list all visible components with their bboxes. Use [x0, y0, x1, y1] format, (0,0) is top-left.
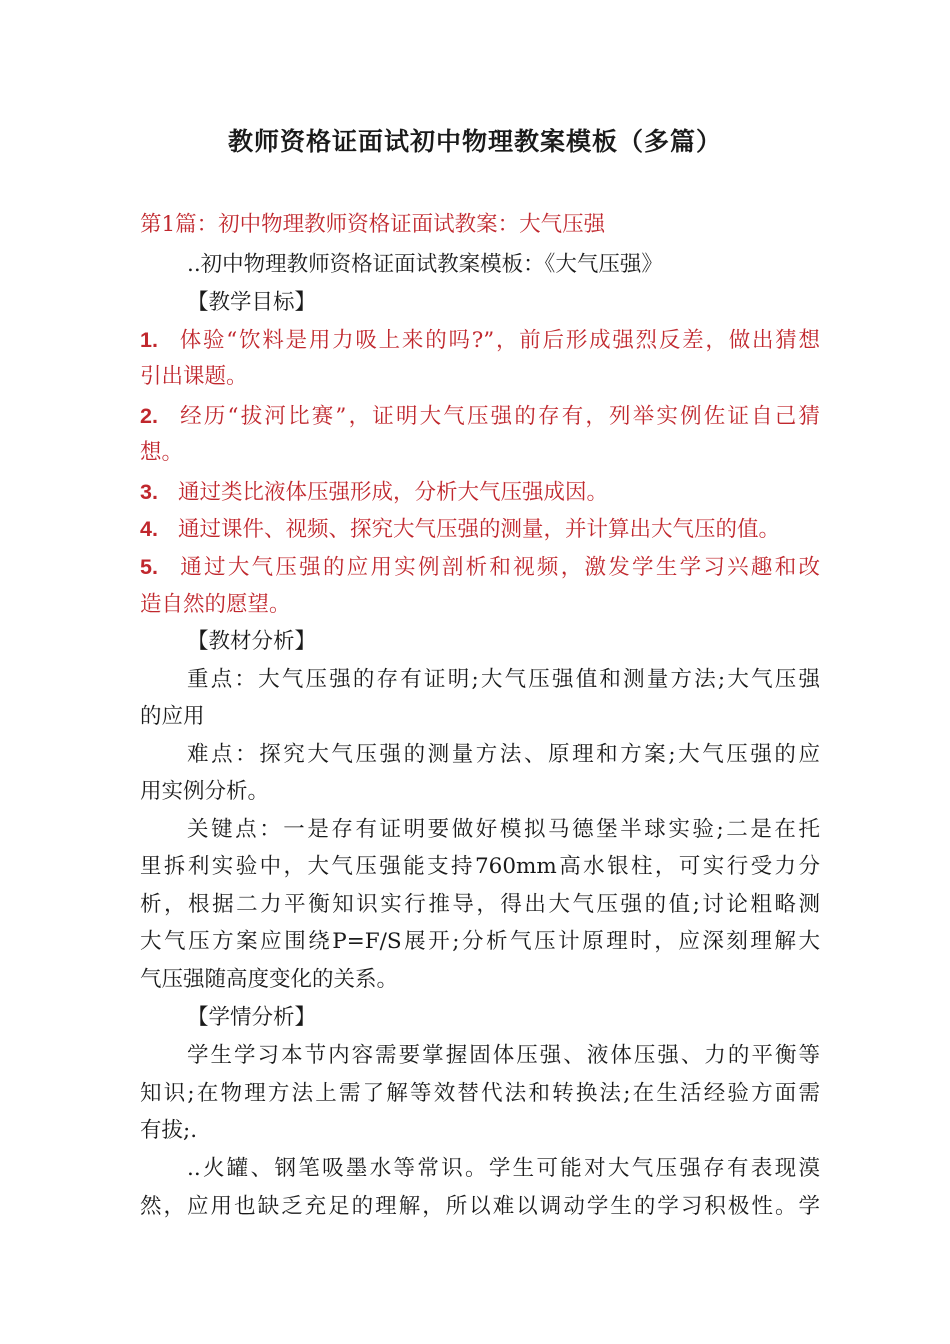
key-points-line-1: 重点：大气压强的存有证明;大气压强值和测量方法;大气压强: [187, 667, 820, 692]
document-title: 教师资格证面试初中物理教案模板（多篇）: [227, 127, 722, 156]
students-p2-line-1: ..火罐、钢笔吸墨水等常识。学生可能对大气压强存有表现漠: [187, 1156, 820, 1181]
critical-line-5: 气压强随高度变化的关系。: [140, 967, 399, 992]
material-heading: 【教材分析】: [187, 629, 317, 654]
difficulties-line-1: 难点：探究大气压强的测量方法、原理和方案;大气压强的应: [187, 742, 820, 767]
objective-3: 3. 通过类比液体压强形成，分析大气压强成因。: [140, 477, 608, 508]
critical-line-1: 关键点：一是存有证明要做好模拟马德堡半球实验;二是在托: [187, 817, 820, 842]
objective-number: 5.: [140, 555, 158, 579]
objective-5-cont: 造自然的愿望。: [140, 592, 291, 617]
objective-1: 1. 体验“饮料是用力吸上来的吗?”，前后形成强烈反差，做出猜想: [140, 325, 820, 356]
section-heading: 第1篇：初中物理教师资格证面试教案：大气压强: [140, 212, 606, 237]
critical-line-4: 大气压方案应围绕P=F/S展开;分析气压计原理时，应深刻理解大: [140, 929, 820, 954]
students-heading: 【学情分析】: [187, 1005, 317, 1030]
students-p1-line-1: 学生学习本节内容需要掌握固体压强、液体压强、力的平衡等: [187, 1043, 820, 1068]
students-p2-line-2: 然，应用也缺乏充足的理解，所以难以调动学生的学习积极性。学: [140, 1194, 820, 1219]
critical-line-2: 里拆利实验中，大气压强能支持760mm高水银柱，可实行受力分: [140, 854, 820, 879]
objective-4: 4. 通过课件、视频、探究大气压强的测量，并计算出大气压的值。: [140, 514, 780, 545]
objective-2: 2. 经历“拔河比赛”，证明大气压强的存有，列举实例佐证自己猜: [140, 401, 820, 432]
objective-2-cont: 想。: [140, 440, 184, 465]
objective-number: 1.: [140, 328, 158, 352]
difficulties-line-2: 用实例分析。: [140, 779, 270, 804]
objective-1-cont: 引出课题。: [140, 364, 248, 389]
objective-number: 4.: [140, 517, 158, 541]
students-p1-line-3: 有拔;.: [140, 1118, 198, 1143]
objective-number: 3.: [140, 480, 158, 504]
intro-line: ..初中物理教师资格证面试教案模板：《大气压强》: [187, 252, 663, 277]
objectives-heading: 【教学目标】: [187, 290, 317, 315]
students-p1-line-2: 知识;在物理方法上需了解等效替代法和转换法;在生活经验方面需: [140, 1081, 820, 1106]
critical-line-3: 析，根据二力平衡知识实行推导，得出大气压强的值;讨论粗略测: [140, 892, 820, 917]
objective-5: 5. 通过大气压强的应用实例剖析和视频，激发学生学习兴趣和改: [140, 552, 820, 583]
objective-number: 2.: [140, 404, 158, 428]
key-points-line-2: 的应用: [140, 704, 205, 729]
